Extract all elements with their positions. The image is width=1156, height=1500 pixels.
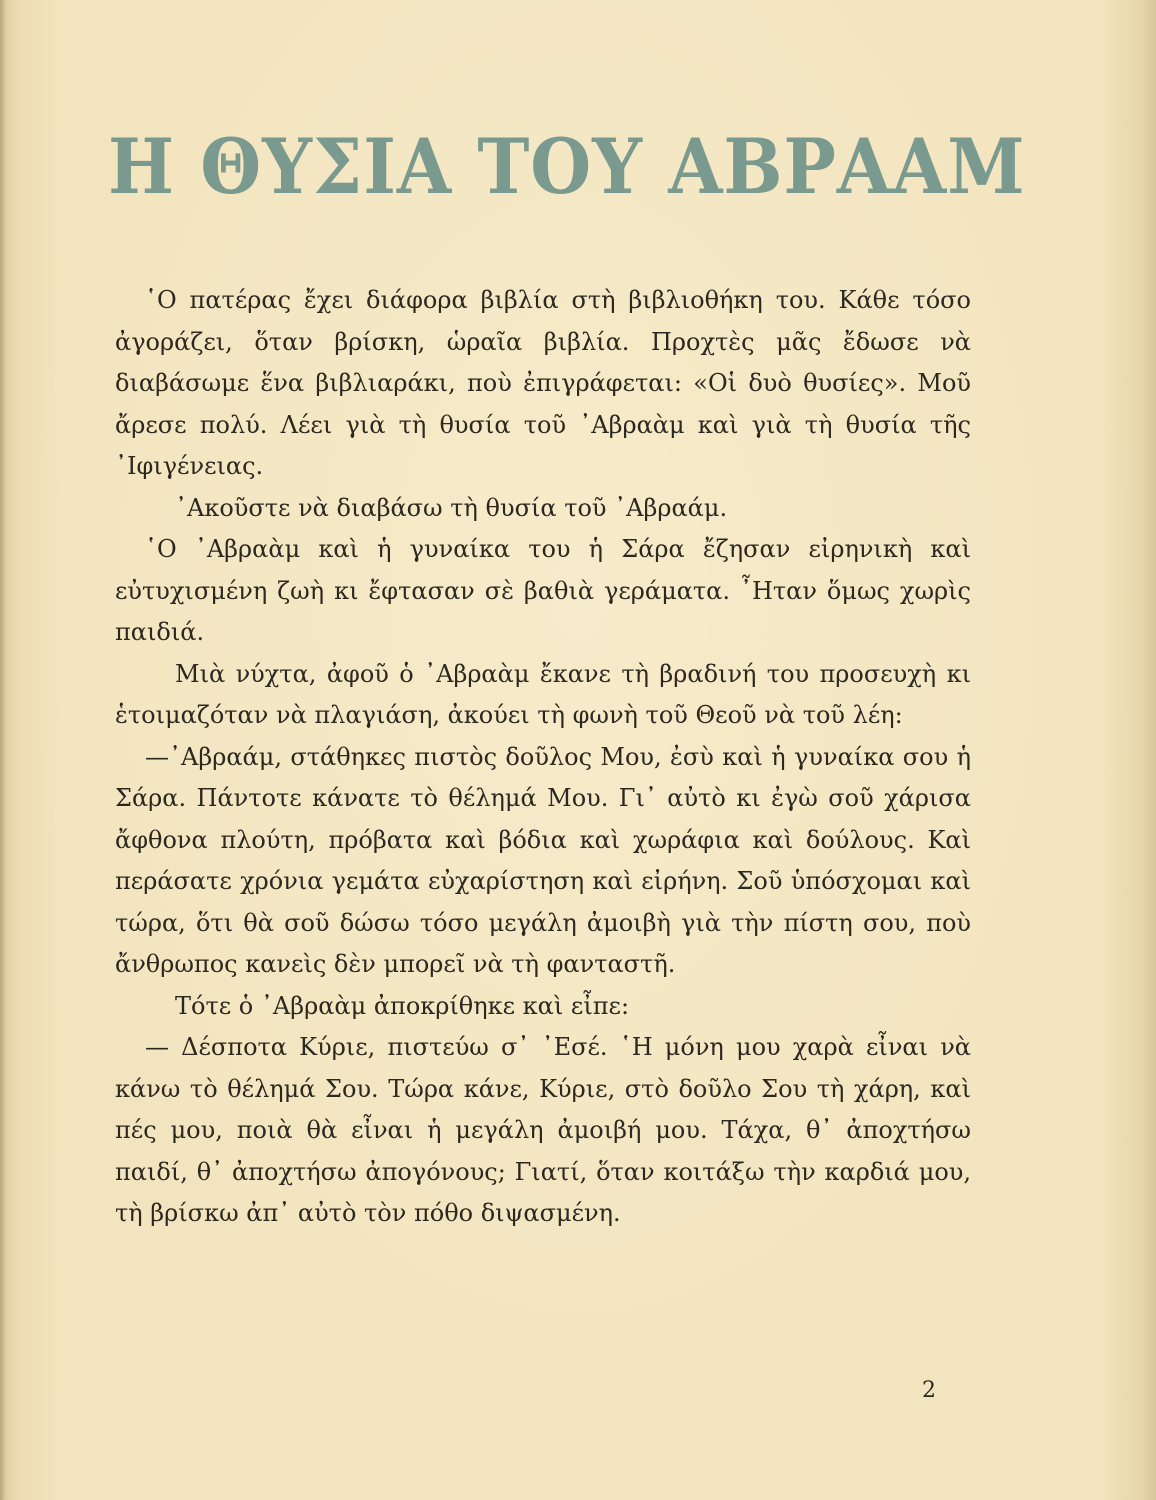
paragraph-7: — Δέσποτα Κύριε, πιστεύω σ᾿ ᾿Εσέ. ῾Η μόνη μου χαρὰ εἶναι νὰ κάνω τὸ θέλημά Σου. Τώρα κάνε, Κύριε, στὸ δοῦλο Σου τὴ χάρη, καὶ πές μου, ποιὰ θὰ εἶναι ἡ μεγάλη ἀμοιβή μου. Τάχα, θ᾿ ἀποχτήσω παιδί, θ᾿ ἀποχτήσω ἀπογόνους; Γιατί, ὅταν κοιτάξω τὴν καρδιά μου, τὴ βρίσκω ἀπ᾿ αὐτὸ τὸν πόθο διψασμένη. (115, 1033, 971, 1227)
body-text (115, 280, 971, 1235)
paragraph-5: —᾿Αβραάμ, στάθηκες πιστὸς δοῦλος Μου, ἐσὺ καὶ ἡ γυναίκα σου ἡ Σάρα. Πάντοτε κάνατε τὸ θέλημά Μου. Γι᾿ αὐτὸ κι ἐγὼ σοῦ χάρισα ἄφθονα πλούτη, πρόβατα καὶ βόδια καὶ χωράφια καὶ δούλους. Καὶ περάσατε χρόνια γεμάτα εὐχαρίστηση καὶ εἰρήνη. Σοῦ ὑπόσχομαι καὶ τώρα, ὅτι θὰ σοῦ δώσω τόσο μεγάλη ἀμοιβὴ γιὰ τὴν πίστη σου, ποὺ ἄνθρωπος κανεὶς δὲν μπορεῖ νὰ τὴ φανταστῆ. (115, 742, 971, 978)
chapter-title: Η ΘΥΣΙΑ ΤΟΥ ΑΒΡΑΑΜ (108, 122, 1026, 211)
page-edge-shadow (0, 0, 6, 1500)
paragraph-1: ῾Ο πατέρας ἔχει διάφορα βιβλία στὴ βιβλιοθήκη του. Κάθε τόσο ἀγοράζει, ὅταν βρίσκη, ὡραῖα βιβλία. Προχτὲς μᾶς ἔδωσε νὰ διαβάσωμε ἕνα βιβλιαράκι, ποὺ ἐπιγράφεται: «Οἱ δυὸ θυσίες». Μοῦ ἄρεσε πολύ. Λέει γιὰ τὴ θυσία τοῦ ᾿Αβραὰμ καὶ γιὰ τὴ θυσία τῆς ᾿Ιφιγένειας. (115, 286, 971, 480)
paragraph-6: Τότε ὁ ᾿Αβραὰμ ἀποκρίθηκε καὶ εἶπε: (175, 991, 630, 1020)
page-number: 2 (922, 1378, 936, 1403)
paragraph-4: Μιὰ νύχτα, ἀφοῦ ὁ ᾿Αβραὰμ ἔκανε τὴ βραδινή του προσευχὴ κι ἑτοιμαζόταν νὰ πλαγιάση, ἀκούει τὴ φωνὴ τοῦ Θεοῦ νὰ τοῦ λέη: (115, 659, 971, 729)
paragraph-3: ῾Ο ᾿Αβραὰμ καὶ ἡ γυναίκα του ἡ Σάρα ἔζησαν εἰρηνικὴ καὶ εὐτυχισμένη ζωὴ κι ἔφτασαν σὲ βαθιὰ γεράματα. ῏Ηταν ὅμως χωρὶς παιδιά. (115, 535, 971, 646)
paragraph-2: ᾿Ακοῦστε νὰ διαβάσω τὴ θυσία τοῦ ᾿Αβραάμ. (175, 493, 728, 522)
